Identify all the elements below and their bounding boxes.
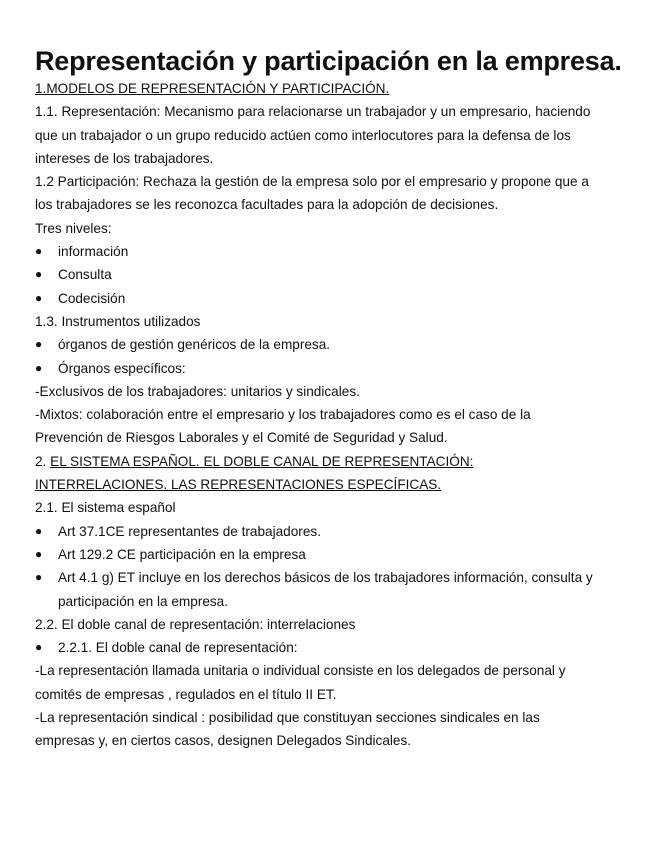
union-representation-line-2: empresas y, en ciertos casos, designen Delegados Sindicales. (35, 733, 412, 749)
mixed-organs-line-1: -Mixtos: colaboración entre el empresario y los trabajadores como es el caso de la (35, 407, 531, 423)
section-2-number: 2. (35, 453, 51, 469)
bullet-icon: ● (35, 570, 43, 585)
list-item (35, 333, 625, 356)
section-2-heading-line-2: INTERRELACIONES. LAS REPRESENTACIONES ESPECÍFICAS. (35, 477, 442, 493)
bullet-icon: ● (35, 523, 43, 538)
list-item (35, 543, 625, 566)
exclusive-organs: -Exclusivos de los trabajadores: unitarios y sindicales. (35, 383, 360, 399)
representation-line-1: 1.1. Representación: Mecanismo para relacionarse un trabajador y un empresario, haciendo (35, 104, 591, 120)
level-item-informacion: información (58, 244, 129, 260)
level-item-consulta: Consulta (58, 267, 112, 283)
bullet-icon: ● (35, 360, 43, 375)
participation-line-1: 1.2 Participación: Rechaza la gestión de la empresa solo por el empresario y propone que a (35, 174, 589, 190)
article-item: Art 129.2 CE participación en la empresa (58, 546, 306, 562)
instrument-item-generic: órganos de gestión genéricos de la empresa. (58, 337, 331, 353)
representation-line-3: intereses de los trabajadores. (35, 150, 214, 166)
bullet-icon: ● (35, 546, 43, 561)
bullet-icon: ● (35, 640, 43, 655)
level-item-codecision: Codecisión (58, 290, 126, 306)
unitary-representation-line-2: comités de empresas , regulados en el título II ET. (35, 686, 337, 702)
list-item (35, 357, 625, 380)
participation-line-2: los trabajadores se les reconozca facultades para la adopción de decisiones. (35, 197, 499, 213)
article-item: Art 37.1CE representantes de trabajadores. (58, 523, 321, 539)
spanish-system-heading: 2.1. El sistema español (35, 500, 176, 516)
bullet-icon: ● (35, 337, 43, 352)
representation-line-2: que un trabajador o un grupo reducido actúen como interlocutores para la defensa de los (35, 127, 571, 143)
bullet-icon: ● (35, 244, 43, 259)
list-item (35, 240, 625, 263)
levels-intro: Tres niveles: (35, 220, 112, 236)
instruments-heading: 1.3. Instrumentos utilizados (35, 313, 201, 329)
section-2-heading-text: EL SISTEMA ESPAÑOL. EL DOBLE CANAL DE REPRESENTACIÓN: (50, 453, 474, 469)
unitary-representation-line-1: -La representación llamada unitaria o individual consiste en los delegados de personal y (35, 663, 566, 679)
list-item (35, 566, 625, 613)
document-page (35, 48, 625, 753)
list-item (35, 636, 625, 659)
list-item (35, 520, 625, 543)
mixed-organs-line-2: Prevención de Riesgos Laborales y el Comité de Seguridad y Salud. (35, 430, 448, 446)
instrument-item-specific: Órganos específicos: (58, 360, 186, 376)
section-2-heading-line-1 (35, 450, 625, 473)
bullet-icon: ● (35, 290, 43, 305)
document-title: Representación y participación en la empresa. (35, 46, 622, 76)
article-item: Art 4.1 g) ET incluye en los derechos básicos de los trabajadores información, consulta y participación en la empresa. (58, 570, 593, 609)
list-item (35, 287, 625, 310)
double-channel-heading: 2.2. El doble canal de representación: interrelaciones (35, 616, 356, 632)
union-representation-line-1: -La representación sindical : posibilidad que constituyan secciones sindicales en las (35, 710, 540, 726)
double-channel-subheading: 2.2.1. El doble canal de representación: (58, 640, 298, 656)
section-1-heading: 1.MODELOS DE REPRESENTACIÓN Y PARTICIPACIÓN. (35, 81, 390, 96)
bullet-icon: ● (35, 267, 43, 282)
list-item (35, 263, 625, 286)
